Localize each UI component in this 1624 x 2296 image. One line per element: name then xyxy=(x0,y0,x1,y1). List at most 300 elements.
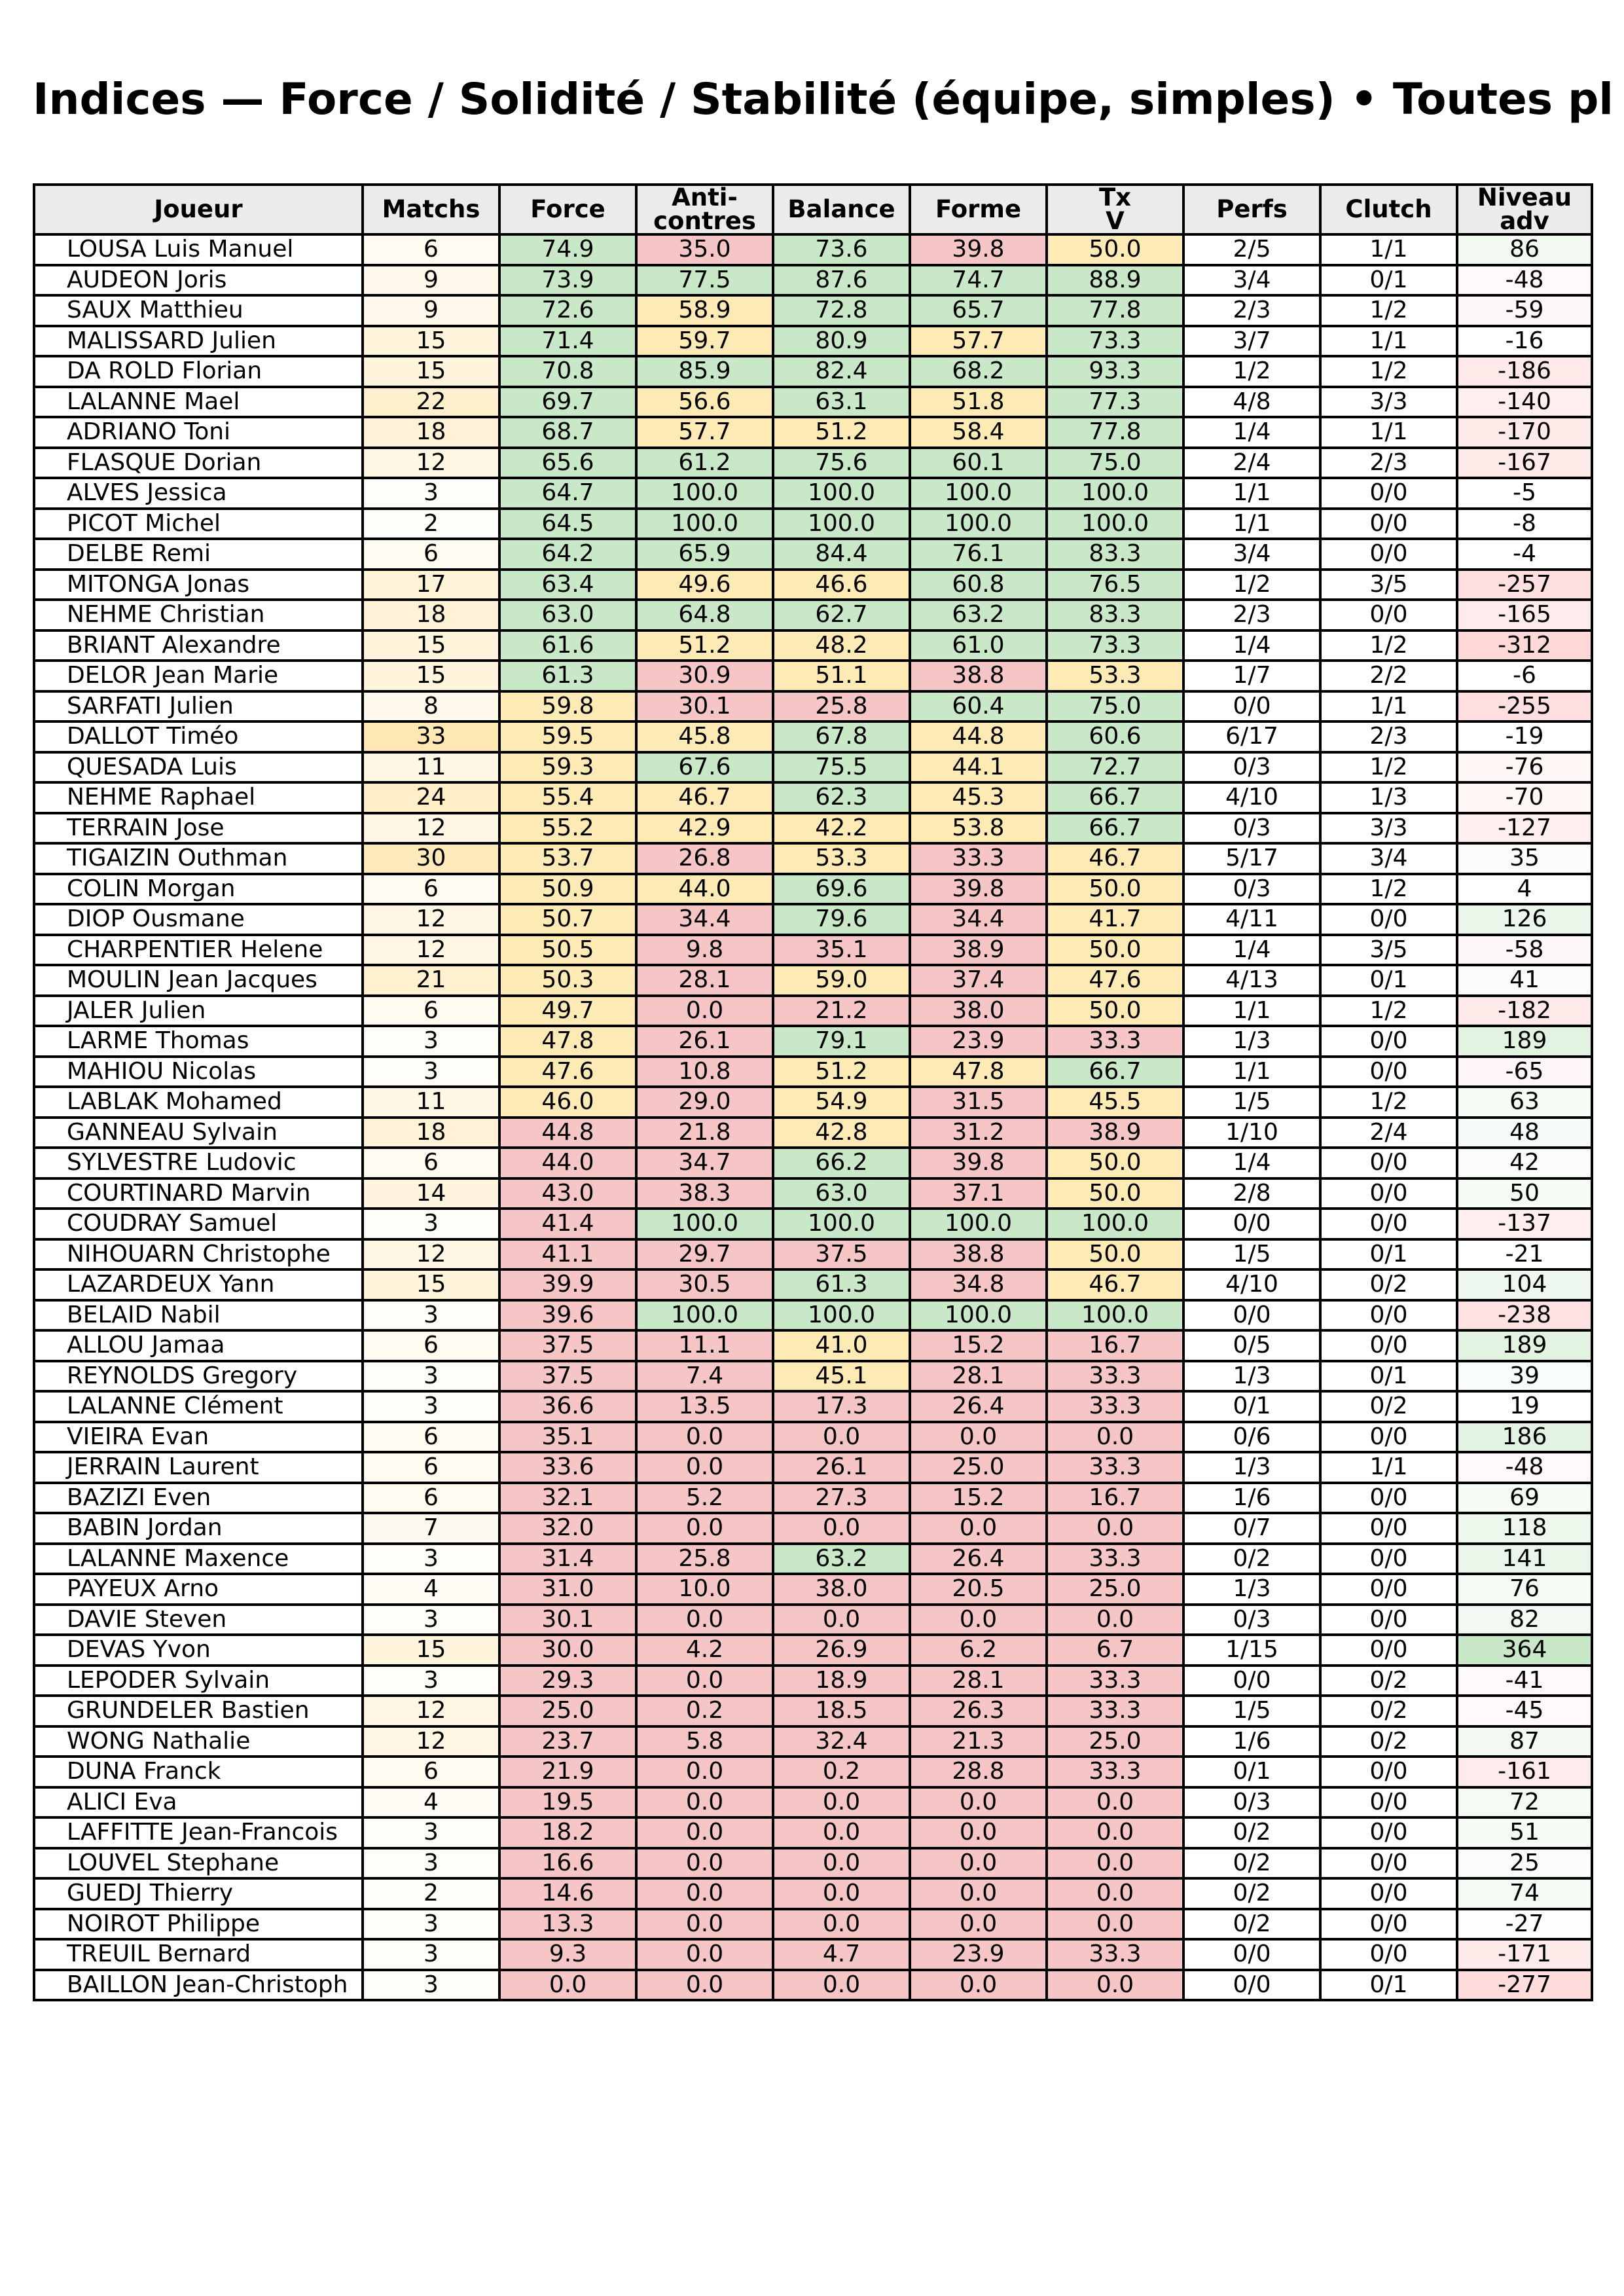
matches-cell: 2 xyxy=(363,509,499,539)
player-name-cell: DALLOT Timéo xyxy=(34,721,363,752)
force-cell: 36.6 xyxy=(499,1391,636,1422)
player-name-cell: FLASQUE Dorian xyxy=(34,448,363,479)
force-cell: 37.5 xyxy=(499,1361,636,1392)
table-row xyxy=(34,1544,1592,1575)
tx-v-cell: 0.0 xyxy=(1047,1878,1183,1909)
player-name-cell: AUDEON Joris xyxy=(34,265,363,296)
clutch-cell: 0/0 xyxy=(1320,1848,1457,1879)
clutch-cell: 1/3 xyxy=(1320,782,1457,813)
niveau-adv-cell: -167 xyxy=(1457,448,1592,479)
anti-contres-cell: 0.0 xyxy=(636,1452,773,1483)
perfs-cell: 0/2 xyxy=(1183,1848,1320,1879)
player-name-cell: NEHME Raphael xyxy=(34,782,363,813)
clutch-cell: 0/1 xyxy=(1320,1239,1457,1270)
matches-cell: 12 xyxy=(363,1726,499,1757)
balance-cell: 25.8 xyxy=(773,691,910,722)
player-name-cell: DA ROLD Florian xyxy=(34,356,363,387)
perfs-cell: 0/3 xyxy=(1183,752,1320,783)
perfs-cell: 1/5 xyxy=(1183,1087,1320,1118)
matches-cell: 15 xyxy=(363,356,499,387)
player-name-cell: QUESADA Luis xyxy=(34,752,363,783)
forme-cell: 23.9 xyxy=(910,1939,1047,1970)
perfs-cell: 0/0 xyxy=(1183,691,1320,722)
clutch-cell: 0/0 xyxy=(1320,1909,1457,1940)
perfs-cell: 4/10 xyxy=(1183,1269,1320,1300)
perfs-cell: 1/1 xyxy=(1183,996,1320,1027)
balance-cell: 100.0 xyxy=(773,478,910,509)
matches-cell: 3 xyxy=(363,1209,499,1239)
niveau-adv-cell: -48 xyxy=(1457,265,1592,296)
force-cell: 53.7 xyxy=(499,843,636,874)
tx-v-cell: 33.3 xyxy=(1047,1696,1183,1726)
tx-v-cell: 46.7 xyxy=(1047,1269,1183,1300)
column-header: Tx V xyxy=(1047,185,1183,234)
matches-cell: 6 xyxy=(363,1483,499,1514)
force-cell: 61.3 xyxy=(499,661,636,691)
perfs-cell: 0/3 xyxy=(1183,874,1320,905)
niveau-adv-cell: -8 xyxy=(1457,509,1592,539)
niveau-adv-cell: 19 xyxy=(1457,1391,1592,1422)
player-name-cell: SAUX Matthieu xyxy=(34,295,363,326)
forme-cell: 31.5 xyxy=(910,1087,1047,1118)
tx-v-cell: 75.0 xyxy=(1047,448,1183,479)
forme-cell: 28.1 xyxy=(910,1666,1047,1696)
anti-contres-cell: 0.0 xyxy=(636,1757,773,1787)
forme-cell: 58.4 xyxy=(910,417,1047,448)
niveau-adv-cell: -58 xyxy=(1457,935,1592,966)
matches-cell: 3 xyxy=(363,1300,499,1331)
matches-cell: 15 xyxy=(363,1269,499,1300)
matches-cell: 12 xyxy=(363,904,499,935)
player-name-cell: CHARPENTIER Helene xyxy=(34,935,363,966)
perfs-cell: 1/4 xyxy=(1183,417,1320,448)
forme-cell: 6.2 xyxy=(910,1635,1047,1666)
force-cell: 35.1 xyxy=(499,1422,636,1453)
balance-cell: 0.0 xyxy=(773,1848,910,1879)
player-name-cell: BELAID Nabil xyxy=(34,1300,363,1331)
force-cell: 39.9 xyxy=(499,1269,636,1300)
matches-cell: 6 xyxy=(363,539,499,570)
forme-cell: 38.8 xyxy=(910,661,1047,691)
player-name-cell: COLIN Morgan xyxy=(34,874,363,905)
tx-v-cell: 25.0 xyxy=(1047,1574,1183,1605)
player-name-cell: ALVES Jessica xyxy=(34,478,363,509)
player-name-cell: BAZIZI Even xyxy=(34,1483,363,1514)
anti-contres-cell: 0.0 xyxy=(636,1513,773,1544)
table-row xyxy=(34,1970,1592,2001)
force-cell: 44.8 xyxy=(499,1118,636,1148)
forme-cell: 0.0 xyxy=(910,1970,1047,2001)
balance-cell: 84.4 xyxy=(773,539,910,570)
forme-cell: 60.4 xyxy=(910,691,1047,722)
tx-v-cell: 100.0 xyxy=(1047,509,1183,539)
force-cell: 59.5 xyxy=(499,721,636,752)
perfs-cell: 0/2 xyxy=(1183,1544,1320,1575)
anti-contres-cell: 34.4 xyxy=(636,904,773,935)
anti-contres-cell: 61.2 xyxy=(636,448,773,479)
anti-contres-cell: 77.5 xyxy=(636,265,773,296)
forme-cell: 15.2 xyxy=(910,1483,1047,1514)
anti-contres-cell: 0.0 xyxy=(636,1787,773,1818)
clutch-cell: 0/0 xyxy=(1320,1544,1457,1575)
niveau-adv-cell: -21 xyxy=(1457,1239,1592,1270)
forme-cell: 33.3 xyxy=(910,843,1047,874)
player-name-cell: LAZARDEUX Yann xyxy=(34,1269,363,1300)
anti-contres-cell: 0.0 xyxy=(636,1422,773,1453)
player-name-cell: SARFATI Julien xyxy=(34,691,363,722)
forme-cell: 45.3 xyxy=(910,782,1047,813)
table-row xyxy=(34,1452,1592,1483)
matches-cell: 33 xyxy=(363,721,499,752)
clutch-cell: 1/2 xyxy=(1320,356,1457,387)
matches-cell: 17 xyxy=(363,570,499,600)
column-header: Clutch xyxy=(1320,185,1457,234)
matches-cell: 6 xyxy=(363,234,499,265)
matches-cell: 12 xyxy=(363,935,499,966)
anti-contres-cell: 7.4 xyxy=(636,1361,773,1392)
table-row xyxy=(34,1178,1592,1209)
perfs-cell: 1/3 xyxy=(1183,1452,1320,1483)
force-cell: 41.1 xyxy=(499,1239,636,1270)
matches-cell: 30 xyxy=(363,843,499,874)
anti-contres-cell: 65.9 xyxy=(636,539,773,570)
perfs-cell: 1/1 xyxy=(1183,478,1320,509)
matches-cell: 9 xyxy=(363,265,499,296)
clutch-cell: 0/0 xyxy=(1320,1483,1457,1514)
table-row xyxy=(34,1605,1592,1635)
matches-cell: 22 xyxy=(363,387,499,418)
perfs-cell: 5/17 xyxy=(1183,843,1320,874)
niveau-adv-cell: -65 xyxy=(1457,1057,1592,1087)
table-row xyxy=(34,691,1592,722)
balance-cell: 18.5 xyxy=(773,1696,910,1726)
forme-cell: 20.5 xyxy=(910,1574,1047,1605)
table-row xyxy=(34,1300,1592,1331)
anti-contres-cell: 67.6 xyxy=(636,752,773,783)
column-header: Forme xyxy=(910,185,1047,234)
player-name-cell: BAILLON Jean-Christoph xyxy=(34,1970,363,2001)
perfs-cell: 0/3 xyxy=(1183,1787,1320,1818)
table-row xyxy=(34,935,1592,966)
forme-cell: 39.8 xyxy=(910,874,1047,905)
niveau-adv-cell: -277 xyxy=(1457,1970,1592,2001)
tx-v-cell: 100.0 xyxy=(1047,478,1183,509)
matches-cell: 18 xyxy=(363,1118,499,1148)
forme-cell: 60.1 xyxy=(910,448,1047,479)
table-row xyxy=(34,1057,1592,1087)
tx-v-cell: 60.6 xyxy=(1047,721,1183,752)
balance-cell: 79.1 xyxy=(773,1026,910,1057)
anti-contres-cell: 100.0 xyxy=(636,509,773,539)
anti-contres-cell: 57.7 xyxy=(636,417,773,448)
anti-contres-cell: 59.7 xyxy=(636,326,773,357)
player-name-cell: COURTINARD Marvin xyxy=(34,1178,363,1209)
tx-v-cell: 33.3 xyxy=(1047,1939,1183,1970)
forme-cell: 0.0 xyxy=(910,1787,1047,1818)
force-cell: 65.6 xyxy=(499,448,636,479)
balance-cell: 63.1 xyxy=(773,387,910,418)
player-name-cell: LAFFITTE Jean-Francois xyxy=(34,1817,363,1848)
perfs-cell: 3/4 xyxy=(1183,265,1320,296)
player-name-cell: TIGAIZIN Outhman xyxy=(34,843,363,874)
tx-v-cell: 0.0 xyxy=(1047,1970,1183,2001)
perfs-cell: 4/8 xyxy=(1183,387,1320,418)
anti-contres-cell: 45.8 xyxy=(636,721,773,752)
clutch-cell: 0/0 xyxy=(1320,1178,1457,1209)
clutch-cell: 1/2 xyxy=(1320,295,1457,326)
perfs-cell: 1/5 xyxy=(1183,1696,1320,1726)
force-cell: 33.6 xyxy=(499,1452,636,1483)
perfs-cell: 2/3 xyxy=(1183,295,1320,326)
forme-cell: 0.0 xyxy=(910,1909,1047,1940)
tx-v-cell: 66.7 xyxy=(1047,1057,1183,1087)
clutch-cell: 3/3 xyxy=(1320,813,1457,844)
forme-cell: 0.0 xyxy=(910,1513,1047,1544)
player-name-cell: NOIROT Philippe xyxy=(34,1909,363,1940)
perfs-cell: 4/10 xyxy=(1183,782,1320,813)
niveau-adv-cell: 189 xyxy=(1457,1330,1592,1361)
niveau-adv-cell: 364 xyxy=(1457,1635,1592,1666)
column-header: Matchs xyxy=(363,185,499,234)
anti-contres-cell: 64.8 xyxy=(636,600,773,630)
forme-cell: 100.0 xyxy=(910,1209,1047,1239)
matches-cell: 3 xyxy=(363,1361,499,1392)
niveau-adv-cell: 141 xyxy=(1457,1544,1592,1575)
tx-v-cell: 76.5 xyxy=(1047,570,1183,600)
anti-contres-cell: 26.8 xyxy=(636,843,773,874)
column-header: Niveau adv xyxy=(1457,185,1592,234)
clutch-cell: 0/0 xyxy=(1320,539,1457,570)
niveau-adv-cell: 82 xyxy=(1457,1605,1592,1635)
table-row xyxy=(34,295,1592,326)
player-name-cell: LOUVEL Stephane xyxy=(34,1848,363,1879)
clutch-cell: 2/3 xyxy=(1320,721,1457,752)
forme-cell: 68.2 xyxy=(910,356,1047,387)
player-name-cell: LARME Thomas xyxy=(34,1026,363,1057)
force-cell: 39.6 xyxy=(499,1300,636,1331)
player-name-cell: NIHOUARN Christophe xyxy=(34,1239,363,1270)
clutch-cell: 0/0 xyxy=(1320,1878,1457,1909)
anti-contres-cell: 0.0 xyxy=(636,1817,773,1848)
tx-v-cell: 50.0 xyxy=(1047,1239,1183,1270)
niveau-adv-cell: 189 xyxy=(1457,1026,1592,1057)
forme-cell: 28.8 xyxy=(910,1757,1047,1787)
perfs-cell: 1/1 xyxy=(1183,1057,1320,1087)
balance-cell: 62.3 xyxy=(773,782,910,813)
table-row xyxy=(34,1817,1592,1848)
balance-cell: 27.3 xyxy=(773,1483,910,1514)
column-header: Perfs xyxy=(1183,185,1320,234)
matches-cell: 8 xyxy=(363,691,499,722)
niveau-adv-cell: -19 xyxy=(1457,721,1592,752)
clutch-cell: 1/1 xyxy=(1320,326,1457,357)
balance-cell: 75.5 xyxy=(773,752,910,783)
table-row xyxy=(34,570,1592,600)
anti-contres-cell: 49.6 xyxy=(636,570,773,600)
matches-cell: 3 xyxy=(363,1666,499,1696)
balance-cell: 32.4 xyxy=(773,1726,910,1757)
tx-v-cell: 77.8 xyxy=(1047,295,1183,326)
force-cell: 47.8 xyxy=(499,1026,636,1057)
player-name-cell: JERRAIN Laurent xyxy=(34,1452,363,1483)
player-name-cell: LABLAK Mohamed xyxy=(34,1087,363,1118)
clutch-cell: 0/0 xyxy=(1320,904,1457,935)
player-name-cell: MOULIN Jean Jacques xyxy=(34,965,363,996)
matches-cell: 4 xyxy=(363,1787,499,1818)
table-row xyxy=(34,1239,1592,1270)
table-row xyxy=(34,1726,1592,1757)
forme-cell: 53.8 xyxy=(910,813,1047,844)
clutch-cell: 0/2 xyxy=(1320,1269,1457,1300)
player-name-cell: MAHIOU Nicolas xyxy=(34,1057,363,1087)
forme-cell: 25.0 xyxy=(910,1452,1047,1483)
perfs-cell: 0/2 xyxy=(1183,1909,1320,1940)
niveau-adv-cell: -41 xyxy=(1457,1666,1592,1696)
tx-v-cell: 50.0 xyxy=(1047,1178,1183,1209)
anti-contres-cell: 100.0 xyxy=(636,1209,773,1239)
table-row xyxy=(34,1787,1592,1818)
force-cell: 16.6 xyxy=(499,1848,636,1879)
niveau-adv-cell: 126 xyxy=(1457,904,1592,935)
force-cell: 64.5 xyxy=(499,509,636,539)
matches-cell: 6 xyxy=(363,1148,499,1178)
force-cell: 0.0 xyxy=(499,1970,636,2001)
force-cell: 32.0 xyxy=(499,1513,636,1544)
matches-cell: 3 xyxy=(363,1848,499,1879)
player-name-cell: GANNEAU Sylvain xyxy=(34,1118,363,1148)
matches-cell: 21 xyxy=(363,965,499,996)
matches-cell: 3 xyxy=(363,1057,499,1087)
forme-cell: 21.3 xyxy=(910,1726,1047,1757)
balance-cell: 17.3 xyxy=(773,1391,910,1422)
forme-cell: 23.9 xyxy=(910,1026,1047,1057)
clutch-cell: 3/3 xyxy=(1320,387,1457,418)
forme-cell: 100.0 xyxy=(910,478,1047,509)
force-cell: 63.0 xyxy=(499,600,636,630)
forme-cell: 63.2 xyxy=(910,600,1047,630)
balance-cell: 63.2 xyxy=(773,1544,910,1575)
tx-v-cell: 75.0 xyxy=(1047,691,1183,722)
tx-v-cell: 46.7 xyxy=(1047,843,1183,874)
anti-contres-cell: 5.2 xyxy=(636,1483,773,1514)
table-row xyxy=(34,1483,1592,1514)
clutch-cell: 1/2 xyxy=(1320,996,1457,1027)
anti-contres-cell: 35.0 xyxy=(636,234,773,265)
matches-cell: 6 xyxy=(363,874,499,905)
matches-cell: 12 xyxy=(363,813,499,844)
perfs-cell: 0/6 xyxy=(1183,1422,1320,1453)
anti-contres-cell: 0.0 xyxy=(636,1848,773,1879)
tx-v-cell: 33.3 xyxy=(1047,1361,1183,1392)
forme-cell: 0.0 xyxy=(910,1605,1047,1635)
force-cell: 43.0 xyxy=(499,1178,636,1209)
force-cell: 64.7 xyxy=(499,478,636,509)
matches-cell: 15 xyxy=(363,661,499,691)
perfs-cell: 1/6 xyxy=(1183,1483,1320,1514)
force-cell: 13.3 xyxy=(499,1909,636,1940)
tx-v-cell: 0.0 xyxy=(1047,1787,1183,1818)
balance-cell: 75.6 xyxy=(773,448,910,479)
niveau-adv-cell: 76 xyxy=(1457,1574,1592,1605)
perfs-cell: 4/11 xyxy=(1183,904,1320,935)
forme-cell: 65.7 xyxy=(910,295,1047,326)
perfs-cell: 1/4 xyxy=(1183,1148,1320,1178)
table-row xyxy=(34,600,1592,630)
perfs-cell: 1/4 xyxy=(1183,630,1320,661)
force-cell: 29.3 xyxy=(499,1666,636,1696)
player-name-cell: TERRAIN Jose xyxy=(34,813,363,844)
tx-v-cell: 38.9 xyxy=(1047,1118,1183,1148)
anti-contres-cell: 34.7 xyxy=(636,1148,773,1178)
page-title: Indices — Force / Solidité / Stabilité (équipe, simples) • Toutes pl xyxy=(33,74,1614,124)
niveau-adv-cell: 104 xyxy=(1457,1269,1592,1300)
force-cell: 46.0 xyxy=(499,1087,636,1118)
anti-contres-cell: 11.1 xyxy=(636,1330,773,1361)
balance-cell: 4.7 xyxy=(773,1939,910,1970)
anti-contres-cell: 0.0 xyxy=(636,1605,773,1635)
table-row xyxy=(34,1269,1592,1300)
balance-cell: 0.0 xyxy=(773,1817,910,1848)
tx-v-cell: 47.6 xyxy=(1047,965,1183,996)
forme-cell: 44.1 xyxy=(910,752,1047,783)
matches-cell: 18 xyxy=(363,417,499,448)
matches-cell: 11 xyxy=(363,752,499,783)
table-row xyxy=(34,1118,1592,1148)
anti-contres-cell: 0.0 xyxy=(636,1939,773,1970)
niveau-adv-cell: 86 xyxy=(1457,234,1592,265)
table-row xyxy=(34,1422,1592,1453)
clutch-cell: 1/2 xyxy=(1320,630,1457,661)
player-name-cell: ALLOU Jamaa xyxy=(34,1330,363,1361)
clutch-cell: 0/2 xyxy=(1320,1666,1457,1696)
anti-contres-cell: 100.0 xyxy=(636,1300,773,1331)
forme-cell: 0.0 xyxy=(910,1817,1047,1848)
balance-cell: 45.1 xyxy=(773,1361,910,1392)
niveau-adv-cell: -238 xyxy=(1457,1300,1592,1331)
table-row xyxy=(34,630,1592,661)
balance-cell: 42.2 xyxy=(773,813,910,844)
balance-cell: 0.0 xyxy=(773,1909,910,1940)
anti-contres-cell: 25.8 xyxy=(636,1544,773,1575)
anti-contres-cell: 0.2 xyxy=(636,1696,773,1726)
perfs-cell: 2/8 xyxy=(1183,1178,1320,1209)
force-cell: 30.1 xyxy=(499,1605,636,1635)
niveau-adv-cell: -137 xyxy=(1457,1209,1592,1239)
tx-v-cell: 100.0 xyxy=(1047,1300,1183,1331)
balance-cell: 63.0 xyxy=(773,1178,910,1209)
clutch-cell: 0/0 xyxy=(1320,1422,1457,1453)
tx-v-cell: 33.3 xyxy=(1047,1544,1183,1575)
tx-v-cell: 0.0 xyxy=(1047,1909,1183,1940)
perfs-cell: 0/3 xyxy=(1183,1605,1320,1635)
table-row xyxy=(34,539,1592,570)
anti-contres-cell: 9.8 xyxy=(636,935,773,966)
forme-cell: 44.8 xyxy=(910,721,1047,752)
perfs-cell: 0/0 xyxy=(1183,1970,1320,2001)
player-name-cell: COUDRAY Samuel xyxy=(34,1209,363,1239)
forme-cell: 74.7 xyxy=(910,265,1047,296)
matches-cell: 12 xyxy=(363,1239,499,1270)
anti-contres-cell: 0.0 xyxy=(636,1878,773,1909)
anti-contres-cell: 58.9 xyxy=(636,295,773,326)
anti-contres-cell: 29.7 xyxy=(636,1239,773,1270)
clutch-cell: 0/0 xyxy=(1320,1787,1457,1818)
tx-v-cell: 50.0 xyxy=(1047,935,1183,966)
force-cell: 50.7 xyxy=(499,904,636,935)
niveau-adv-cell: 74 xyxy=(1457,1878,1592,1909)
anti-contres-cell: 0.0 xyxy=(636,1666,773,1696)
balance-cell: 79.6 xyxy=(773,904,910,935)
